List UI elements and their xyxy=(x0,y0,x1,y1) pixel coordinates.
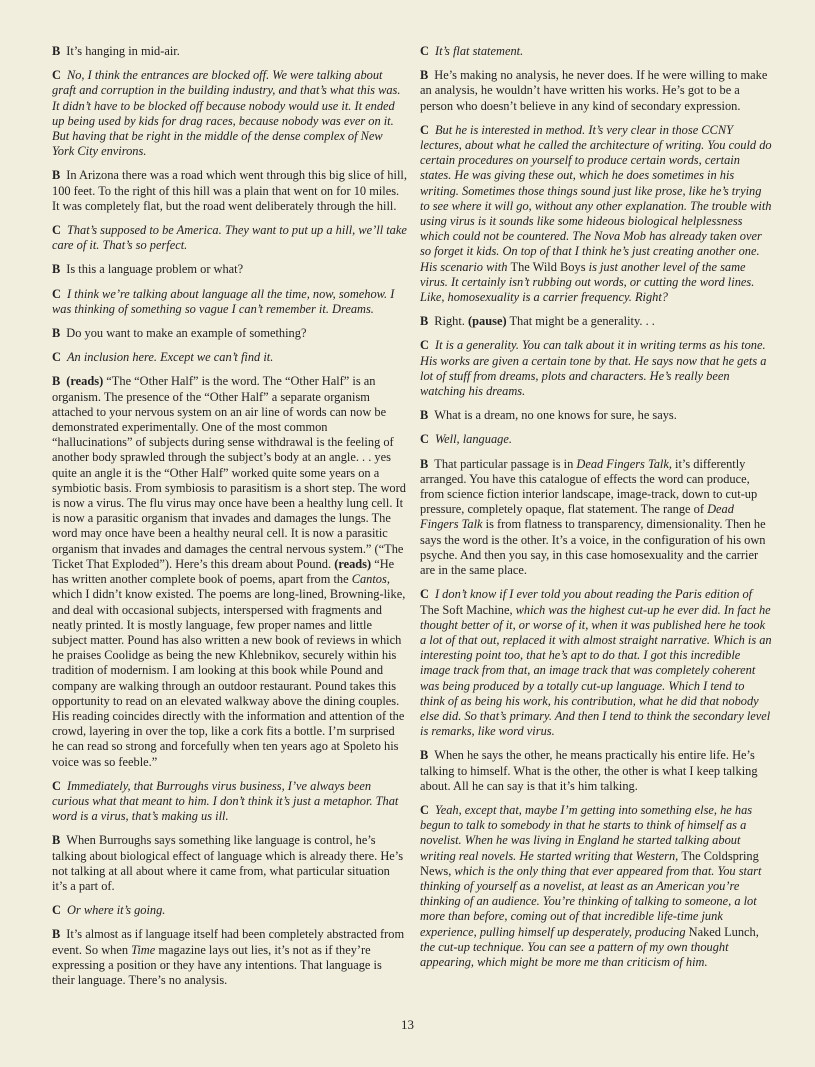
dialogue-text: He’s making no analysis, he never does. If he were willing to make an analysis, he wouldn’t have written his works. He’s got to be a person who doesn’t believe in any kind of secondary expression. xyxy=(420,68,768,113)
dialogue-paragraph xyxy=(52,927,407,988)
dialogue-paragraph xyxy=(420,748,772,794)
speaker-label: C xyxy=(52,286,61,301)
speaker-label: B xyxy=(420,314,429,329)
dialogue-text: Dead Fingers Talk xyxy=(420,502,734,532)
speaker-label: B xyxy=(52,326,61,341)
dialogue-paragraph xyxy=(420,408,772,423)
dialogue-paragraph xyxy=(52,223,407,253)
dialogue-text: It’s hanging in mid-air. xyxy=(66,44,180,58)
dialogue-text: What is a dream, no one knows for sure, he says. xyxy=(434,408,677,423)
speaker-label: C xyxy=(52,903,61,918)
stage-direction: (reads) xyxy=(66,374,104,389)
dialogue-text: The Wild Boys xyxy=(510,259,586,274)
dialogue-text: That particular passage is in xyxy=(434,456,577,471)
dialogue-text: Cantos, xyxy=(351,572,390,587)
dialogue-text: But he is interested in method. It’s very clear in those CCNY lectures, about what he called the architecture of writing. You could do certain procedures on yourself to produce certain words, certain states. He was giving these out, which he does sometimes in his writing. Sometimes those things sound just like prose, like he’s trying to see where it will go, without any other explanation. The trouble with using virus is it sounds like some hideous biological helplessness which could not be countered. The Nova Mob has already taken over so forget it kids. On top of that I think he’s just creating another one. His scenario with xyxy=(420,122,772,274)
dialogue-paragraph xyxy=(420,44,772,59)
dialogue-text: In Arizona there was a road which went through this big slice of hill, 100 feet. To the right of this hill was a plain that went on for 10 miles. It was completely flat, but the road went deliberately through the hill. xyxy=(52,168,407,213)
speaker-label: C xyxy=(52,350,61,365)
dialogue-text: That’s supposed to be America. They want to put up a hill, we’ll take care of it. That’s so perfect. xyxy=(52,223,407,253)
speaker-label: B xyxy=(52,262,61,277)
dialogue-text: Dead Fingers Talk, xyxy=(576,456,672,471)
dialogue-text: No, I think the entrances are blocked off. We were talking about graft and corruption in the building industry, and that’s what this was. It didn’t have to be blocked off because nobody would use it. It ended up being used by kids for drag races, because nobody was ever on it. But having that be right in the middle of the dense complex of New York City environs. xyxy=(52,68,401,159)
dialogue-text: Right. xyxy=(434,314,469,329)
dialogue-text: Immediately, that Burroughs virus business, I’ve always been curious what that meant to him. I don’t think it’s just a metaphor. That word is a virus, that’s making us ill. xyxy=(52,778,399,824)
speaker-label: C xyxy=(52,223,61,238)
left-column xyxy=(52,44,407,997)
dialogue-paragraph xyxy=(420,68,772,114)
stage-direction: (pause) xyxy=(468,314,507,329)
dialogue-text: is from flatness to transparency, dimensionality. Then he says the word is the other. It’s a voice, in the configuration of his own psyche. And then you say, in this case homosexuality and the carrier are in the same place. xyxy=(420,517,766,578)
speaker-label: C xyxy=(420,122,429,137)
speaker-label: B xyxy=(52,833,61,848)
speaker-label: C xyxy=(420,338,429,353)
speaker-label: C xyxy=(420,432,429,447)
speaker-label: B xyxy=(420,456,429,471)
dialogue-text: It’s almost as if language itself had been completely abstracted from event. So when xyxy=(52,927,405,957)
dialogue-paragraph xyxy=(52,350,407,365)
dialogue-paragraph xyxy=(52,903,407,918)
dialogue-text: Yeah, except that, maybe I’m getting into something else, he has begun to talk to somebody in that he starts to think of himself as a novelist. When he was living in England he started talking about writing real novels. He started writing that Western, xyxy=(420,802,753,863)
dialogue-paragraph xyxy=(52,262,407,277)
dialogue-text: It’s flat statement. xyxy=(434,44,524,58)
dialogue-paragraph xyxy=(52,68,407,159)
dialogue-text: Is this a language problem or what? xyxy=(66,262,244,277)
dialogue-text: It is a generality. You can talk about it in writing terms as his tone. His works are given a certain tone by that. He says now that he gets a lot of stuff from dreams, plots and characters. He’s really been watching his dreams. xyxy=(420,338,767,399)
dialogue-text: When he says the other, he means practically his entire life. He’s talking to himself. What is the other, the other is what I keep talking about. All he can say is that it’s him talking. xyxy=(420,748,758,793)
dialogue-text: which was the highest cut-up he ever did. In fact he thought better of it, or worse of it, when it was published here he took a lot of that out, replaced it with almost straight narrative. Which is an interesting point too, that he’s apt to do that. I got this incredible image track from that, an image track that was completely coherent was being produced by a totally cut-up language. Which I tend to think of as being his work, his contribution, what he did that nobody else did. So that’s primary. And then I tend to think the secondary level is remarks, like word virus. xyxy=(420,602,772,739)
dialogue-text: is just another level of the same virus. It certainly isn’t rubbing out words, or cutting the word lines. Like, homosexuality is a carrier frequency. Right? xyxy=(420,259,755,305)
speaker-label: C xyxy=(420,44,429,58)
dialogue-text: which I didn’t know existed. The poems are long-lined, Browning-like, and deal with occasional subjects, interspersed with fragments and neatly printed. It is mostly language, few proper names and little subject matter. Pound has also written a new book of reviews in which he praises Coolidge as being the new Khlebnikov, securely within his tradition of modernism. I am looking at this book while Pound and company are walking through an outdoor restaurant. Pound takes this opportunity to read on an elevated walkway above the dining couples. His reading coincides directly with the information and attention of the crowd, layering in over the top, like a cork fits a bottle. I’m surprised he can read so strong and forcefully when ten years ago at Spoleto his voice was so feeble.” xyxy=(52,587,406,769)
right-column xyxy=(420,44,772,979)
speaker-label: B xyxy=(52,927,61,942)
dialogue-text: it’s differently arranged. You have this catalogue of effects the word can produce, from science fiction interior landscape, image-track, down to cut-up pressure, completely opaque, flat statement. The range of xyxy=(420,456,758,517)
speaker-label: B xyxy=(52,44,61,58)
dialogue-paragraph xyxy=(420,803,772,970)
dialogue-paragraph xyxy=(52,779,407,825)
dialogue-paragraph xyxy=(52,326,407,341)
speaker-label: C xyxy=(52,68,61,83)
dialogue-text: “He has written another complete book of poems, apart from the xyxy=(52,556,395,587)
stage-direction: (reads) xyxy=(334,556,372,571)
dialogue-text: That might be a generality. . . xyxy=(506,314,655,329)
speaker-label: C xyxy=(420,587,429,602)
speaker-label: C xyxy=(52,778,61,793)
page-number: 13 xyxy=(401,1017,414,1032)
dialogue-text: the cut-up technique. You can see a pattern of my own thought appearing, which might be more me than criticism of him. xyxy=(420,939,729,969)
dialogue-text: An inclusion here. Except we can’t find it. xyxy=(66,350,274,365)
dialogue-paragraph xyxy=(420,587,772,739)
dialogue-text: I think we’re talking about language all the time, now, somehow. I was thinking of something so vague I can’t remember it. Dreams. xyxy=(52,286,395,316)
dialogue-text: Time xyxy=(131,942,156,957)
dialogue-text: When Burroughs says something like language is control, he’s talking about biological effect of language which is already there. He’s not talking at all about where it came from, what particular situation it’s a part of. xyxy=(52,833,404,893)
dialogue-text: I don’t know if I ever told you about reading the Paris edition of xyxy=(434,587,753,602)
dialogue-text: “The “Other Half” is the word. The “Other Half” is an organism. The presence of the “Other Half” a separate organism attached to your nervous system on an air line of words can now be demonstrated experimentally. One of the most common “hallucinations” of subjects during sense withdrawal is the feeling of another body sprawled through the subject’s body at an angle. . . yes quite an angle it is the “Other Half” worked quite some years on a symbiotic basis. From symbiosis to parasitism is a short step. The word is now a virus. The flu virus may once have been a healthy lung cell. It is now a parasitic organism that invades and damages the lungs. The word may once have been a healthy neural cell. It is now a parasitic organism that invades and damages the central nervous system.” (“The Ticket That Exploded”). Here’s this dream about Pound. xyxy=(52,374,406,571)
dialogue-paragraph xyxy=(52,168,407,214)
dialogue-paragraph xyxy=(420,123,772,305)
speaker-label: B xyxy=(420,68,429,83)
dialogue-paragraph xyxy=(420,314,772,329)
dialogue-paragraph xyxy=(420,432,772,447)
dialogue-text: magazine lays out lies, it’s not as if they’re expressing a position or they have any intentions. That language is their language. There’s no analysis. xyxy=(52,942,382,987)
dialogue-text: Or where it’s going. xyxy=(66,903,166,918)
dialogue-text: Well, language. xyxy=(434,432,512,447)
dialogue-text: The Coldspring News, xyxy=(420,848,759,878)
dialogue-text: Naked Lunch, xyxy=(688,924,759,939)
dialogue-paragraph xyxy=(52,833,407,894)
speaker-label: B xyxy=(420,748,429,763)
dialogue-text: Do you want to make an example of something? xyxy=(66,326,307,341)
dialogue-paragraph xyxy=(420,457,772,579)
dialogue-text: which is the only thing that ever appeared from that. You start thinking of yourself as a novelist, at least as an American you’re thinking of an audience. You’re thinking of talking to someone, a lot more than before, coming out of that incredible life-time junk experience, pulling himself up desperately, producing xyxy=(420,863,762,939)
dialogue-paragraph xyxy=(420,338,772,399)
dialogue-paragraph xyxy=(52,44,407,59)
speaker-label: B xyxy=(420,408,429,423)
dialogue-text: The Soft Machine, xyxy=(420,602,513,617)
dialogue-paragraph xyxy=(52,287,407,317)
dialogue-paragraph xyxy=(52,374,407,769)
speaker-label: C xyxy=(420,802,429,817)
speaker-label: B xyxy=(52,374,61,389)
speaker-label: B xyxy=(52,168,61,183)
